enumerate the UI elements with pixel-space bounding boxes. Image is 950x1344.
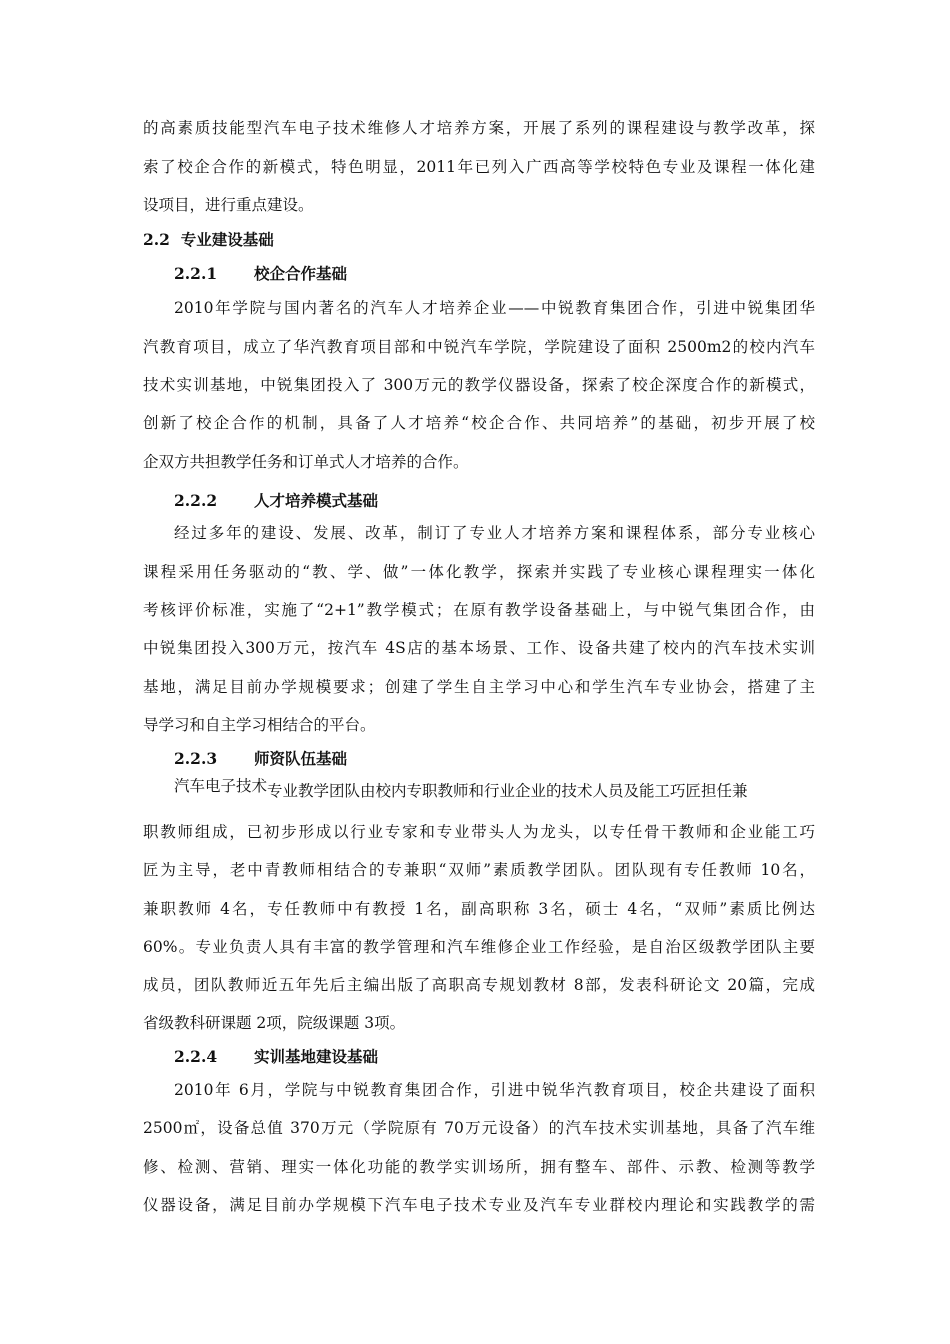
paragraph-line: 匠为主导，老中青教师相结合的专兼职“双师”素质教学团队。团队现有专任教师 10名， (143, 861, 815, 879)
intro-line: 的高素质技能型汽车电子技术维修人才培养方案，开展了系列的课程建设与教学改革，探 (143, 119, 815, 137)
paragraph-line: 课程采用任务驱动的“教、学、做”一体化教学，探索并实践了专业核心课程理实一体化 (143, 563, 815, 581)
intro-line: 索了校企合作的新模式，特色明显，2011年已列入广西高等学校特色专业及课程一体化建 (143, 158, 815, 176)
paragraph-line: 企双方共担教学任务和订单式人才培养的合作。 (143, 453, 469, 471)
paragraph-line: 技术实训基地，中锐集团投入了 300万元的教学仪器设备，探索了校企深度合作的新模式， (143, 376, 815, 394)
paragraph-line: 仪器设备，满足目前办学规模下汽车电子技术专业及汽车专业群校内理论和实践教学的需 (143, 1196, 815, 1214)
paragraph-line: 2010年 6月，学院与中锐教育集团合作，引进中锐华汽教育项目，校企共建设了面积 (174, 1081, 815, 1099)
paragraph-line: 导学习和自主学习相结合的平台。 (143, 716, 376, 734)
section-title: 专业建设基础 (180, 230, 274, 249)
subsection-title: 人才培养模式基础 (254, 491, 379, 510)
subsection-title: 实训基地建设基础 (254, 1047, 379, 1066)
intro-line: 设项目，进行重点建设。 (143, 196, 314, 214)
subsection-number: 2.2.3 (174, 749, 218, 768)
paragraph-line: 中锐集团投入300万元，按汽车 4S店的基本场景、工作、设备共建了校内的汽车技术实训 (143, 639, 815, 657)
paragraph-line: 兼职教师 4名，专任教师中有教授 1名，副高职称 3名，硕士 4名，“双师”素质比例达 (143, 900, 815, 918)
paragraph-line: 职教师组成，已初步形成以行业专家和专业带头人为龙头，以专任骨干教师和企业能工巧 (143, 823, 815, 841)
subsection-number: 2.2.1 (174, 264, 218, 283)
subsection-title: 校企合作基础 (254, 264, 348, 283)
paragraph-line: 省级教科研课题 2项，院级课题 3项。 (143, 1014, 406, 1032)
paragraph-line: 基地，满足目前办学规模要求；创建了学生自主学习中心和学生汽车专业协会，搭建了主 (143, 678, 815, 696)
paragraph-line: 2500㎡，设备总值 370万元（学院原有 70万元设备）的汽车技术实训基地，具备了汽车维 (143, 1119, 815, 1137)
paragraph-line: 经过多年的建设、发展、改革，制订了专业人才培养方案和课程体系，部分专业核心 (174, 524, 815, 542)
subsection-title: 师资队伍基础 (254, 749, 348, 768)
inline-rest: 专业教学团队由校内专职教师和行业企业的技术人员及能工巧匠担任兼 (267, 782, 748, 800)
paragraph-line (174, 777, 815, 801)
paragraph-line: 汽教育项目，成立了华汽教育项目部和中锐汽车学院，学院建设了面积 2500m2的校内汽车 (143, 338, 815, 356)
section-number: 2.2 (143, 230, 170, 249)
subsection-number: 2.2.2 (174, 491, 218, 510)
paragraph-line: 修、检测、营销、理实一体化功能的教学实训场所，拥有整车、部件、示教、检测等教学 (143, 1158, 815, 1176)
paragraph-line: 2010年学院与国内著名的汽车人才培养企业——中锐教育集团合作，引进中锐集团华 (174, 299, 815, 317)
paragraph-line: 考核评价标准，实施了“2+1”教学模式；在原有教学设备基础上，与中锐气集团合作，由 (143, 601, 815, 619)
subsection-number: 2.2.4 (174, 1047, 218, 1066)
paragraph-line: 成员，团队教师近五年先后主编出版了高职高专规划教材 8部，发表科研论文 20篇，完成 (143, 976, 815, 994)
paragraph-line: 创新了校企合作的机制，具备了人才培养“校企合作、共同培养”的基础，初步开展了校 (143, 414, 815, 432)
paragraph-line: 60%。专业负责人具有丰富的教学管理和汽车维修企业工作经验，是自治区级教学团队主要 (143, 938, 815, 956)
inline-prefix: 汽车电子技术 (174, 777, 268, 795)
section-heading-2-2 (143, 230, 274, 250)
